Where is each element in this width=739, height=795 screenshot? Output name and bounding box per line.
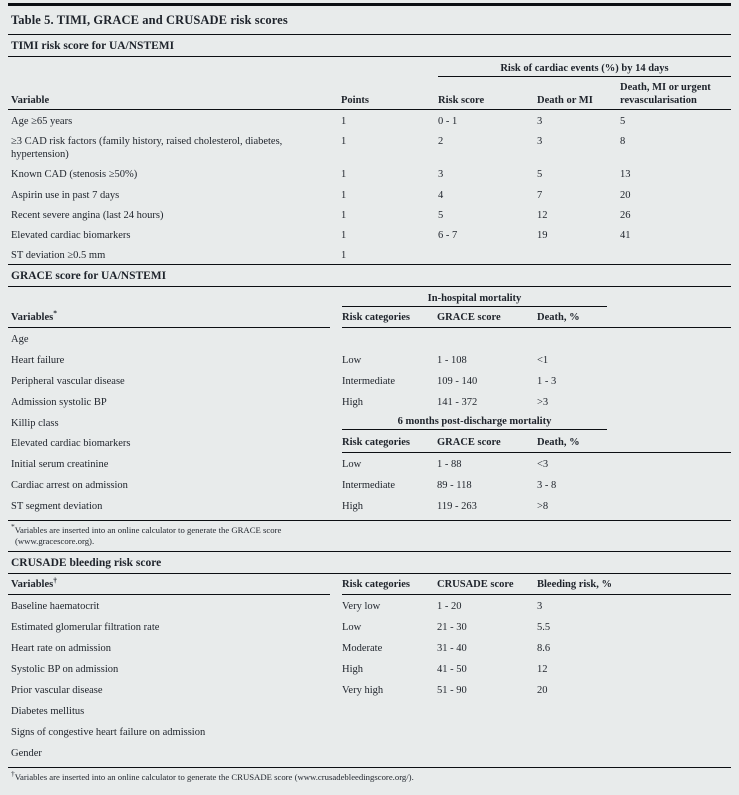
timi-header-risk-score: Risk score	[438, 94, 485, 106]
crusade-variable: Diabetes mellitus	[11, 706, 85, 718]
timi-points: 1	[341, 116, 347, 127]
table-row	[8, 721, 731, 742]
grace-variable: Killip class	[11, 418, 59, 430]
grace-death-pct: >3	[537, 397, 549, 409]
grace-score-range	[437, 328, 537, 349]
timi-risk-score	[438, 244, 537, 264]
crusade-footnote: †Variables are inserted into an online calculator to generate the CRUSADE score (www.crusadebleedingscore.org/).	[11, 769, 414, 783]
crusade-variables-footmark: †	[53, 575, 57, 585]
timi-death-mi-urgent: 26	[620, 209, 631, 221]
timi-risk-score: 3	[438, 169, 444, 181]
timi-header-row	[8, 77, 731, 109]
crusade-bleeding-risk: 12	[537, 664, 548, 676]
crusade-risk-category: High	[342, 664, 363, 676]
grace-risk-category: Intermediate	[342, 376, 396, 388]
grace-score-range: 109 - 140	[437, 376, 478, 388]
crusade-score-range	[437, 721, 537, 742]
timi-death-or-mi: 5	[537, 169, 543, 181]
grace-footnote-mark: *	[11, 522, 15, 532]
timi-variable: ST deviation ≥0.5 mm	[11, 249, 106, 261]
timi-death-mi-urgent: 20	[620, 189, 631, 201]
crusade-risk-category: Moderate	[342, 643, 383, 655]
timi-death-mi-urgent	[620, 244, 731, 264]
crusade-bleeding-risk	[537, 700, 731, 721]
grace-death-pct: >8	[537, 501, 549, 513]
timi-spanner-row	[8, 57, 731, 77]
grace-inhospital-spanner-label: In-hospital mortality	[427, 293, 522, 304]
timi-death-or-mi	[537, 244, 620, 264]
timi-risk-score: 4	[438, 189, 444, 201]
crusade-header-risk-categories: Risk categories	[342, 579, 410, 591]
crusade-variable: Estimated glomerular filtration rate	[11, 622, 160, 634]
timi-risk-score: 6 - 7	[438, 229, 458, 241]
table-row	[8, 204, 731, 224]
crusade-variable: Prior vascular disease	[11, 685, 103, 697]
timi-risk-score: 2	[438, 136, 444, 148]
table-row	[8, 184, 731, 204]
table-row	[8, 244, 731, 264]
crusade-risk-category	[342, 721, 437, 742]
grace-risk-category	[342, 328, 437, 349]
timi-spanner	[438, 57, 731, 77]
crusade-score-range: 21 - 30	[437, 622, 467, 634]
timi-variable: Known CAD (stenosis ≥50%)	[11, 169, 138, 181]
crusade-bleeding-risk: 5.5	[537, 622, 551, 634]
crusade-variable: Heart rate on admission	[11, 643, 112, 655]
timi-death-mi-urgent: 8	[620, 136, 626, 148]
table-row	[8, 742, 731, 763]
grace-postdischarge-spanner-row	[8, 412, 731, 432]
timi-header-death-or-mi: Death or MI	[537, 94, 593, 106]
grace-header-death-pct: Death, %	[537, 312, 580, 323]
table-row	[8, 391, 731, 412]
table-row	[8, 110, 731, 130]
crusade-bleeding-risk: 20	[537, 685, 548, 697]
crusade-footnote-mark: †	[11, 769, 15, 779]
crusade-header-crusade-score: CRUSADE score	[437, 579, 514, 591]
timi-risk-score: 5	[438, 209, 444, 221]
grace-death-pct: <1	[537, 355, 549, 367]
grace-variable: Cardiac arrest on admission	[11, 480, 128, 492]
grace-footnote-url: (www.gracescore.org).	[15, 536, 95, 547]
timi-death-mi-urgent: 5	[620, 116, 626, 127]
timi-points: 1	[341, 169, 347, 181]
crusade-variable: Baseline haematocrit	[11, 601, 100, 613]
timi-death-or-mi: 7	[537, 189, 543, 201]
crusade-variable: Gender	[11, 748, 42, 760]
table-row	[8, 224, 731, 244]
grace-score-range: 89 - 118	[437, 480, 472, 492]
grace-risk-category: Low	[342, 459, 362, 471]
timi-spanner-label: Risk of cardiac events (%) by 14 days	[500, 63, 669, 74]
grace-postdischarge-spanner	[342, 412, 607, 430]
grace-risk-category: Intermediate	[342, 480, 396, 492]
grace-header-grace-score: GRACE score	[437, 312, 501, 323]
crusade-risk-category: Low	[342, 622, 362, 634]
table-row	[8, 474, 731, 495]
table-row	[8, 349, 731, 370]
timi-header-variable: Variable	[11, 94, 50, 106]
grace-score-range: 141 - 372	[437, 397, 478, 409]
crusade-risk-category	[342, 700, 437, 721]
crusade-score-range: 41 - 50	[437, 664, 467, 676]
timi-variable: Recent severe angina (last 24 hours)	[11, 209, 164, 221]
table-row	[8, 495, 731, 516]
grace-header-row	[8, 307, 731, 328]
timi-header-points: Points	[341, 94, 370, 106]
timi-points: 1	[341, 189, 347, 201]
crusade-bleeding-risk: 8.6	[537, 643, 551, 655]
timi-header-death-mi-urgent: Death, MI or urgent revascularisation	[620, 81, 711, 106]
crusade-score-range: 31 - 40	[437, 643, 467, 655]
grace-header-death-pct: Death, %	[537, 437, 580, 449]
timi-risk-score: 0 - 1	[438, 116, 458, 127]
table-row	[8, 370, 731, 391]
crusade-header-bleeding-risk: Bleeding risk, %	[537, 579, 612, 591]
grace-inhospital-spanner-row	[8, 287, 731, 307]
timi-points: 1	[341, 249, 347, 261]
grace-risk-category: High	[342, 397, 363, 409]
grace-risk-category: High	[342, 501, 363, 513]
table-row	[8, 658, 731, 679]
grace-death-pct: 1 - 3	[537, 376, 557, 388]
grace-score-range: 1 - 108	[437, 355, 467, 367]
table-row	[8, 163, 731, 183]
timi-points: 1	[341, 209, 347, 221]
crusade-score-range	[437, 742, 537, 763]
grace-variable: Elevated cardiac biomarkers	[11, 438, 131, 450]
grace-variable: ST segment deviation	[11, 501, 103, 513]
grace-inhospital-spanner	[342, 287, 607, 307]
table-row	[8, 130, 731, 163]
timi-death-mi-urgent: 13	[620, 169, 631, 181]
timi-points: 1	[341, 229, 347, 241]
crusade-score-range: 1 - 20	[437, 601, 462, 613]
table-row	[8, 679, 731, 700]
timi-variable: ≥3 CAD risk factors (family history, raised cholesterol, diabetes, hypertension)	[11, 136, 283, 161]
grace-header-variables: Variables*	[11, 308, 57, 323]
crusade-risk-category: Very low	[342, 601, 381, 613]
crusade-risk-category: Very high	[342, 685, 384, 697]
grace-death-pct: 3 - 8	[537, 480, 557, 492]
crusade-bleeding-risk: 3	[537, 601, 543, 613]
crusade-header-row	[8, 574, 731, 595]
table-row	[8, 595, 731, 616]
crusade-score-range: 51 - 90	[437, 685, 467, 697]
table-row	[8, 616, 731, 637]
timi-death-or-mi: 12	[537, 209, 548, 221]
table-row	[8, 453, 731, 474]
grace-variable: Peripheral vascular disease	[11, 376, 125, 388]
timi-variable: Aspirin use in past 7 days	[11, 189, 120, 201]
grace-variable: Admission systolic BP	[11, 397, 107, 409]
grace-variables-footmark: *	[53, 308, 57, 318]
grace-risk-category: Low	[342, 355, 362, 367]
timi-death-or-mi: 19	[537, 229, 548, 241]
grace-variable: Heart failure	[11, 355, 65, 367]
timi-death-or-mi: 3	[537, 116, 543, 127]
grace-header-risk-categories: Risk categories	[342, 312, 410, 323]
timi-death-mi-urgent: 41	[620, 229, 631, 241]
table-title: Table 5. TIMI, GRACE and CRUSADE risk scores	[11, 13, 288, 27]
grace-score-range: 1 - 88	[437, 459, 462, 471]
timi-death-or-mi: 3	[537, 136, 543, 148]
timi-variable: Elevated cardiac biomarkers	[11, 229, 131, 241]
crusade-score-range	[437, 700, 537, 721]
grace-header-grace-score: GRACE score	[437, 437, 501, 449]
crusade-bleeding-risk	[537, 742, 731, 763]
timi-points: 1	[341, 136, 347, 148]
grace-death-pct	[537, 328, 731, 349]
grace-header-row-2	[8, 432, 731, 453]
crusade-bleeding-risk	[537, 721, 731, 742]
grace-variable: Initial serum creatinine	[11, 459, 109, 471]
crusade-risk-category	[342, 742, 437, 763]
grace-variable: Age	[11, 334, 29, 346]
grace-postdischarge-spanner-label: 6 months post-discharge mortality	[397, 416, 552, 428]
grace-score-range: 119 - 263	[437, 501, 477, 513]
timi-variable: Age ≥65 years	[11, 116, 73, 127]
crusade-header-variables: Variables†	[11, 575, 57, 591]
timi-section-heading: TIMI risk score for UA/NSTEMI	[11, 40, 175, 52]
grace-header-risk-categories: Risk categories	[342, 437, 410, 449]
table-row	[8, 637, 731, 658]
grace-footnote: *Variables are inserted into an online calculator to generate the GRACE score (www.gracescore.org).	[8, 521, 731, 551]
grace-section-heading: GRACE score for UA/NSTEMI	[11, 270, 167, 282]
grace-death-pct: <3	[537, 459, 549, 471]
table-row	[8, 700, 731, 721]
crusade-variable: Signs of congestive heart failure on admission	[11, 727, 206, 739]
table-row	[8, 328, 731, 349]
crusade-section-heading: CRUSADE bleeding risk score	[11, 557, 162, 570]
crusade-variable: Systolic BP on admission	[11, 664, 119, 676]
